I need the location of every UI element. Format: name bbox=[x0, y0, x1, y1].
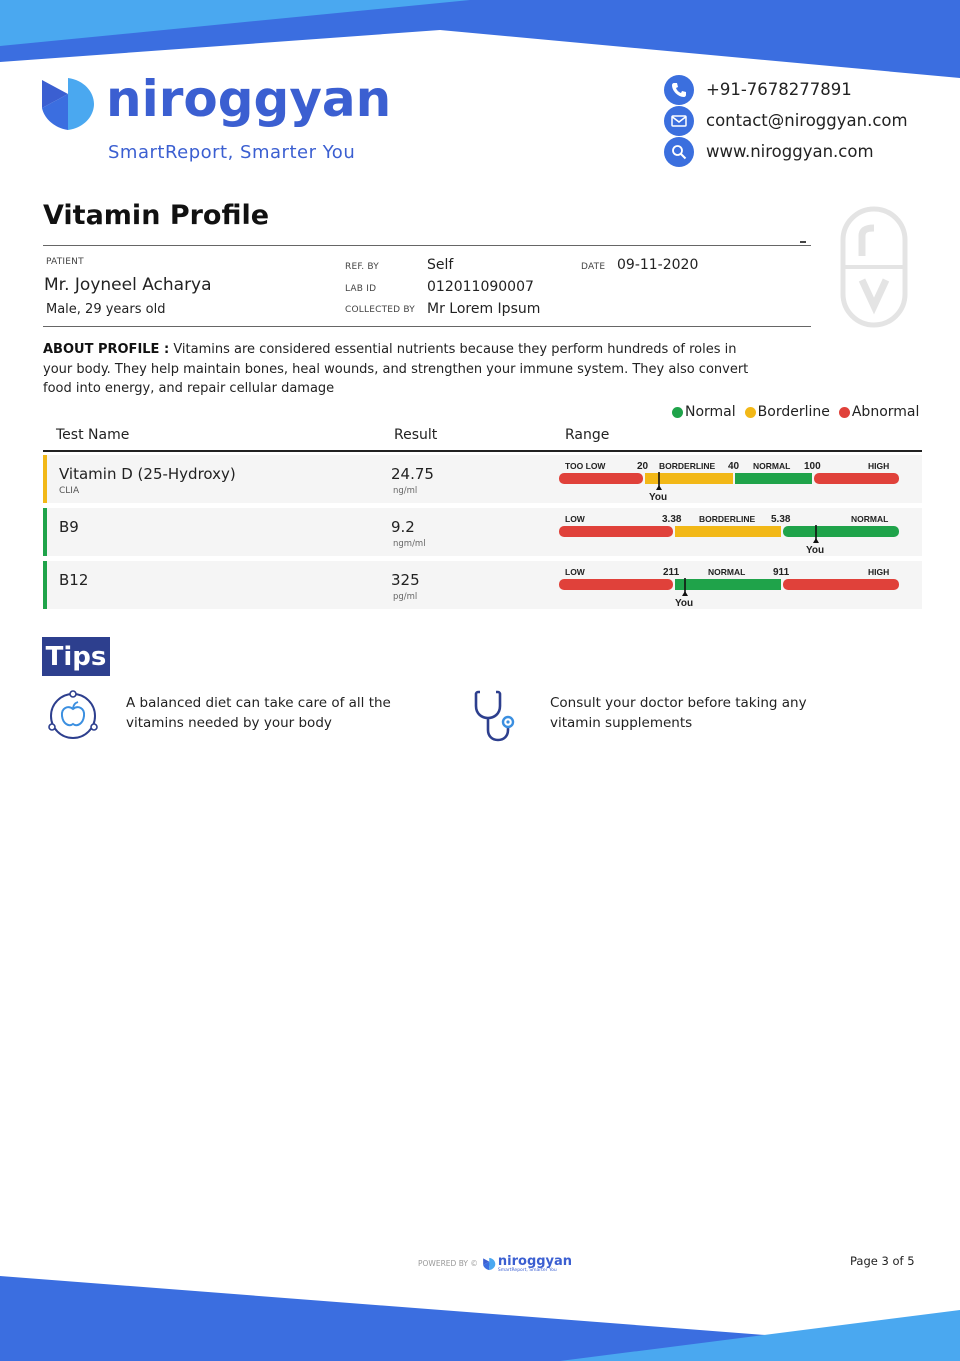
status-accent bbox=[43, 455, 47, 503]
brand-name: niroggyan bbox=[106, 70, 392, 128]
apple-orbit-icon bbox=[46, 689, 100, 743]
bound-label: 20 bbox=[637, 461, 649, 472]
legend-item-borderline bbox=[745, 404, 830, 420]
report-title: Vitamin Profile bbox=[43, 200, 270, 231]
legend-dot-abnormal bbox=[839, 407, 850, 418]
stethoscope-icon bbox=[472, 688, 520, 744]
zone-label: NORMAL bbox=[708, 567, 746, 577]
tip-diet-text: A balanced diet can take care of all the vitamins needed by your body bbox=[126, 695, 391, 731]
search-icon bbox=[664, 137, 694, 167]
table-row bbox=[43, 561, 922, 609]
footer-band bbox=[0, 1270, 960, 1361]
collected-by-value: Mr Lorem Ipsum bbox=[427, 301, 541, 317]
you-marker-arrow bbox=[813, 538, 819, 543]
phone-icon bbox=[664, 75, 694, 105]
you-marker-arrow bbox=[656, 485, 662, 490]
zone-label: NORMAL bbox=[851, 514, 889, 524]
zone-too-low bbox=[559, 473, 643, 484]
about-profile bbox=[43, 340, 763, 399]
table-row bbox=[43, 455, 922, 503]
contact-phone-row[interactable] bbox=[664, 74, 944, 105]
about-text: Vitamins are considered essential nutrients because they perform hundreds of roles in your body. They help maintain bones, heal wounds, and strengthen your immune system. They also convert food into energy, and repair cellular damage bbox=[43, 342, 749, 396]
zone-borderline bbox=[675, 526, 781, 537]
status-accent bbox=[43, 508, 47, 556]
brand-mark-icon bbox=[38, 74, 96, 134]
zone-high bbox=[783, 579, 899, 590]
bound-label: 40 bbox=[728, 461, 740, 472]
patient-label: PATIENT bbox=[46, 257, 84, 267]
bound-label: 3.38 bbox=[662, 514, 682, 525]
legend bbox=[672, 404, 928, 420]
test-name: B9 bbox=[59, 518, 79, 536]
zone-normal bbox=[783, 526, 899, 537]
legend-dot-normal bbox=[672, 407, 683, 418]
divider bbox=[43, 326, 811, 327]
you-marker-arrow bbox=[682, 591, 688, 596]
zone-normal bbox=[735, 473, 812, 484]
test-result: 9.2 bbox=[391, 518, 415, 536]
capsule-icon bbox=[840, 206, 908, 328]
page-current: 3 bbox=[881, 1254, 889, 1268]
test-result: 325 bbox=[391, 571, 420, 589]
col-header-range: Range bbox=[565, 427, 610, 443]
legend-label: Normal bbox=[685, 404, 736, 420]
you-label: You bbox=[649, 492, 668, 503]
powered-brand: niroggyan bbox=[497, 1254, 573, 1269]
collected-by-label: COLLECTED BY bbox=[345, 305, 415, 315]
lab-id-label: LAB ID bbox=[345, 284, 377, 294]
bound-label: 100 bbox=[804, 461, 821, 472]
test-name: Vitamin D (25-Hydroxy) bbox=[59, 465, 236, 483]
range-bar bbox=[559, 508, 902, 556]
status-accent bbox=[43, 561, 47, 609]
test-result: 24.75 bbox=[391, 465, 434, 483]
col-header-test-name: Test Name bbox=[56, 427, 130, 443]
bound-label: 5.38 bbox=[771, 514, 791, 525]
legend-dot-borderline bbox=[745, 407, 756, 418]
date-label: DATE bbox=[581, 262, 606, 272]
zone-label: HIGH bbox=[868, 567, 890, 577]
test-method: CLIA bbox=[59, 486, 80, 496]
table-row bbox=[43, 508, 922, 556]
powered-tagline: SmartReport, Smarter You bbox=[497, 1268, 557, 1273]
tips-heading: Tips bbox=[42, 637, 110, 676]
zone-low bbox=[559, 579, 673, 590]
contact-block bbox=[664, 74, 944, 167]
you-label: You bbox=[806, 545, 825, 556]
legend-label: Borderline bbox=[757, 404, 830, 420]
you-label: You bbox=[675, 598, 694, 609]
page-number bbox=[850, 1254, 915, 1268]
about-heading: ABOUT PROFILE : bbox=[43, 342, 170, 357]
contact-email: contact@niroggyan.com bbox=[706, 111, 908, 130]
zone-label: LOW bbox=[565, 567, 585, 577]
zone-label: BORDERLINE bbox=[659, 461, 716, 471]
patient-name: Mr. Joyneel Acharya bbox=[44, 275, 212, 295]
zone-label: HIGH bbox=[868, 461, 890, 471]
bound-label: 911 bbox=[773, 567, 790, 578]
bound-label: 211 bbox=[663, 567, 680, 578]
zone-label: TOO LOW bbox=[565, 461, 606, 471]
divider bbox=[43, 245, 811, 246]
table-header-rule bbox=[43, 450, 922, 452]
legend-label: Abnormal bbox=[851, 404, 920, 420]
contact-phone: +91-7678277891 bbox=[706, 80, 852, 99]
range-bar bbox=[559, 455, 902, 503]
page-total: 5 bbox=[907, 1254, 915, 1268]
patient-details: Male, 29 years old bbox=[46, 302, 166, 317]
brand-logo bbox=[38, 72, 398, 172]
contact-website-row[interactable] bbox=[664, 136, 944, 167]
page-label: Page bbox=[850, 1254, 878, 1268]
test-unit: pg/ml bbox=[393, 592, 418, 602]
zone-label: NORMAL bbox=[753, 461, 791, 471]
range-bar bbox=[559, 561, 902, 609]
test-unit: ng/ml bbox=[393, 486, 418, 496]
legend-item-normal bbox=[672, 404, 736, 420]
contact-website: www.niroggyan.com bbox=[706, 142, 874, 161]
zone-label: BORDERLINE bbox=[699, 514, 756, 524]
page-of: of bbox=[892, 1254, 904, 1268]
powered-by-label: POWERED BY © bbox=[418, 1259, 478, 1268]
brand-tagline: SmartReport, Smarter You bbox=[108, 142, 356, 163]
lab-id-value: 012011090007 bbox=[427, 279, 534, 295]
test-name: B12 bbox=[59, 571, 89, 589]
col-header-result: Result bbox=[394, 427, 438, 443]
ref-by-value: Self bbox=[427, 257, 454, 273]
tip-doctor-text: Consult your doctor before taking any vitamin supplements bbox=[550, 695, 807, 731]
zone-low bbox=[559, 526, 673, 537]
zone-high bbox=[814, 473, 899, 484]
zone-normal bbox=[675, 579, 781, 590]
ref-by-label: REF. BY bbox=[345, 262, 379, 272]
mail-icon bbox=[664, 106, 694, 136]
brand-mark-icon bbox=[482, 1257, 496, 1271]
test-unit: ngm/ml bbox=[393, 539, 426, 549]
date-value: 09-11-2020 bbox=[617, 257, 699, 273]
contact-email-row[interactable] bbox=[664, 105, 944, 136]
legend-item-abnormal bbox=[839, 404, 920, 420]
zone-label: LOW bbox=[565, 514, 585, 524]
divider-mark bbox=[800, 241, 806, 243]
